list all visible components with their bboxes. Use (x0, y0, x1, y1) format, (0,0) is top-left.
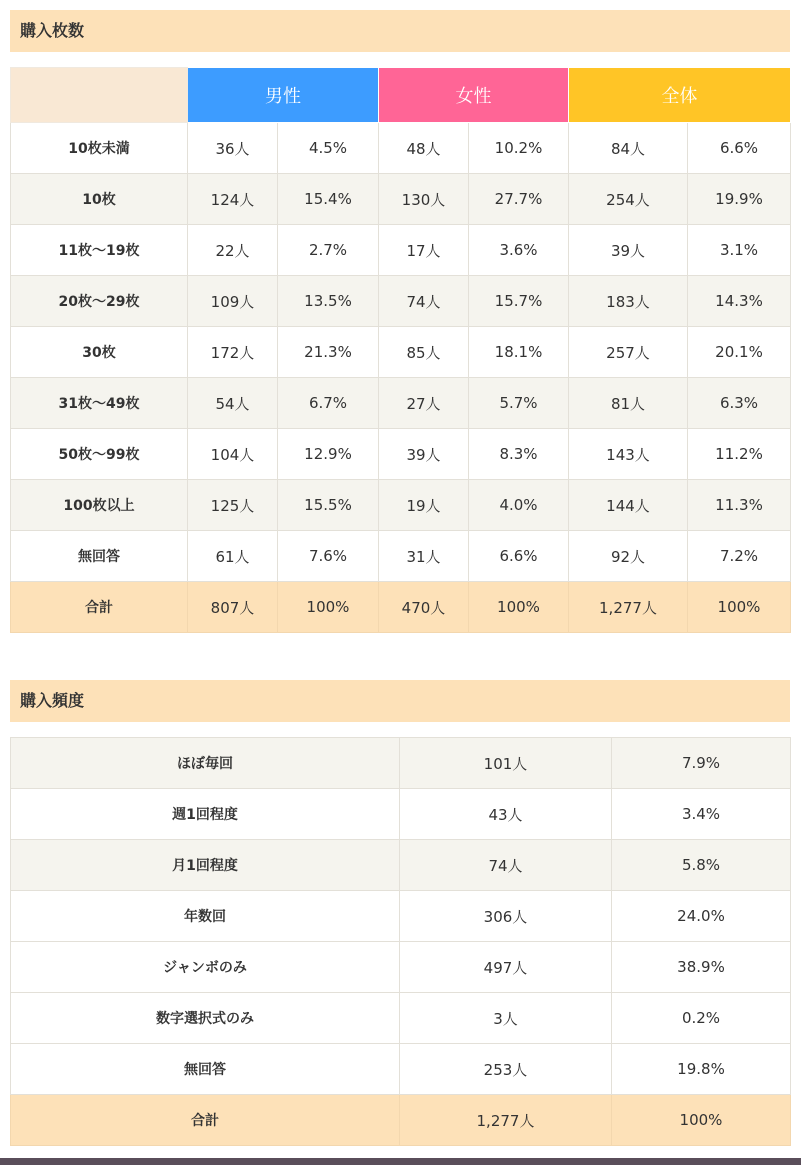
table-cell: 36人 (188, 123, 278, 174)
table-cell: 15.4% (278, 174, 379, 225)
row-label: 無回答 (11, 1044, 400, 1095)
table-cell: 100% (612, 1095, 791, 1146)
table-row (11, 378, 791, 429)
table-cell: 6.3% (688, 378, 791, 429)
row-label: 10枚未満 (11, 123, 188, 174)
table-cell: 100% (688, 582, 791, 633)
table-cell: 13.5% (278, 276, 379, 327)
table-cell: 6.7% (278, 378, 379, 429)
table-cell: 10.2% (469, 123, 569, 174)
header-female: 女性 (379, 68, 569, 123)
row-label: 31枚〜49枚 (11, 378, 188, 429)
row-label: 無回答 (11, 531, 188, 582)
table-cell: 124人 (188, 174, 278, 225)
table-row (11, 891, 791, 942)
table-cell: 101人 (400, 738, 612, 789)
table-cell: 6.6% (469, 531, 569, 582)
table-cell: 4.5% (278, 123, 379, 174)
table-cell: 17人 (379, 225, 469, 276)
table-cell: 18.1% (469, 327, 569, 378)
table-cell: 81人 (569, 378, 688, 429)
purchase-frequency-table (10, 737, 791, 1146)
section-title-purchase-frequency: 購入頻度 (10, 680, 790, 722)
table-cell: 22人 (188, 225, 278, 276)
table-cell: 8.3% (469, 429, 569, 480)
table-cell: 109人 (188, 276, 278, 327)
table-cell: 497人 (400, 942, 612, 993)
row-label: 10枚 (11, 174, 188, 225)
table-cell: 3.1% (688, 225, 791, 276)
row-label: 30枚 (11, 327, 188, 378)
header-corner-cell (11, 68, 188, 123)
table-cell: 254人 (569, 174, 688, 225)
table-cell: 15.5% (278, 480, 379, 531)
table-cell: 12.9% (278, 429, 379, 480)
table-cell: 172人 (188, 327, 278, 378)
table-row (11, 993, 791, 1044)
table-row (11, 480, 791, 531)
row-label: 50枚〜99枚 (11, 429, 188, 480)
table-cell: 21.3% (278, 327, 379, 378)
table-cell: 27.7% (469, 174, 569, 225)
table-row (11, 789, 791, 840)
table-row (11, 276, 791, 327)
table-cell: 100% (278, 582, 379, 633)
purchase-count-table (10, 67, 791, 633)
table-cell: 183人 (569, 276, 688, 327)
table-cell: 6.6% (688, 123, 791, 174)
bottom-border-bar (0, 1158, 801, 1165)
table-cell: 0.2% (612, 993, 791, 1044)
table-cell: 104人 (188, 429, 278, 480)
row-label: 合計 (11, 582, 188, 633)
table-cell: 306人 (400, 891, 612, 942)
table-cell: 48人 (379, 123, 469, 174)
table-row (11, 1044, 791, 1095)
table-row (11, 123, 791, 174)
table-cell: 2.7% (278, 225, 379, 276)
table-cell: 20.1% (688, 327, 791, 378)
row-label: 合計 (11, 1095, 400, 1146)
table-cell: 144人 (569, 480, 688, 531)
table-cell: 61人 (188, 531, 278, 582)
table-row (11, 531, 791, 582)
table-cell: 257人 (569, 327, 688, 378)
table-row (11, 942, 791, 993)
table-row (11, 327, 791, 378)
table-cell: 5.8% (612, 840, 791, 891)
table-row (11, 738, 791, 789)
table-cell: 15.7% (469, 276, 569, 327)
table-cell: 27人 (379, 378, 469, 429)
row-label: 20枚〜29枚 (11, 276, 188, 327)
table-cell: 39人 (379, 429, 469, 480)
row-label: 月1回程度 (11, 840, 400, 891)
table-cell: 31人 (379, 531, 469, 582)
table-cell: 74人 (379, 276, 469, 327)
row-label: 11枚〜19枚 (11, 225, 188, 276)
row-label: 年数回 (11, 891, 400, 942)
table-row (11, 582, 791, 633)
row-label: 数字選択式のみ (11, 993, 400, 1044)
table-cell: 100% (469, 582, 569, 633)
table-cell: 85人 (379, 327, 469, 378)
table-cell: 3人 (400, 993, 612, 1044)
row-label: ジャンボのみ (11, 942, 400, 993)
table-cell: 125人 (188, 480, 278, 531)
table-cell: 143人 (569, 429, 688, 480)
table-row (11, 840, 791, 891)
table-cell: 1,277人 (569, 582, 688, 633)
table-cell: 19.9% (688, 174, 791, 225)
row-label: 100枚以上 (11, 480, 188, 531)
table-cell: 470人 (379, 582, 469, 633)
table-cell: 130人 (379, 174, 469, 225)
table-cell: 1,277人 (400, 1095, 612, 1146)
table-cell: 92人 (569, 531, 688, 582)
table-cell: 14.3% (688, 276, 791, 327)
table-cell: 4.0% (469, 480, 569, 531)
table-cell: 54人 (188, 378, 278, 429)
table-row (11, 1095, 791, 1146)
table-cell: 253人 (400, 1044, 612, 1095)
table-cell: 807人 (188, 582, 278, 633)
table-cell: 84人 (569, 123, 688, 174)
table-cell: 39人 (569, 225, 688, 276)
section-title-purchase-count: 購入枚数 (10, 10, 790, 52)
table-cell: 24.0% (612, 891, 791, 942)
table-cell: 74人 (400, 840, 612, 891)
table-header-row (11, 68, 791, 123)
header-total: 全体 (569, 68, 791, 123)
table-cell: 11.2% (688, 429, 791, 480)
table-cell: 7.2% (688, 531, 791, 582)
row-label: 週1回程度 (11, 789, 400, 840)
table-cell: 43人 (400, 789, 612, 840)
table-row (11, 174, 791, 225)
table-cell: 5.7% (469, 378, 569, 429)
table-cell: 19人 (379, 480, 469, 531)
table-cell: 19.8% (612, 1044, 791, 1095)
row-label: ほぼ毎回 (11, 738, 400, 789)
table-cell: 3.4% (612, 789, 791, 840)
header-male: 男性 (188, 68, 379, 123)
table-cell: 7.6% (278, 531, 379, 582)
table-cell: 7.9% (612, 738, 791, 789)
table-cell: 38.9% (612, 942, 791, 993)
table-row (11, 429, 791, 480)
table-row (11, 225, 791, 276)
table-cell: 3.6% (469, 225, 569, 276)
table-cell: 11.3% (688, 480, 791, 531)
